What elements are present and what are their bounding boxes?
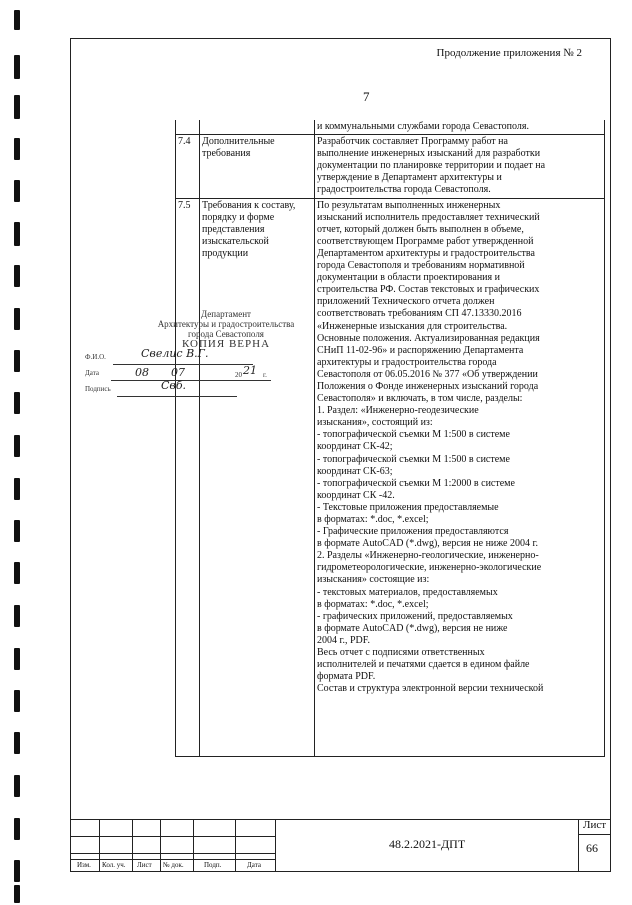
title-block: [71, 819, 610, 871]
col-label-doc-num: № док.: [163, 861, 184, 869]
text-line: Основные положения. Актуализированная редакция: [317, 332, 540, 344]
text-line: По результатам выполненных инженерных: [317, 199, 501, 211]
sheet-label: Лист: [583, 819, 607, 831]
signature-label: Подпись: [85, 385, 111, 393]
text-line: формата PDF.: [317, 671, 376, 683]
date-year-prefix: 20: [235, 371, 242, 379]
text-line: изыскания», состоящий из:: [317, 417, 433, 429]
signature-handwritten: Свб.: [161, 379, 187, 392]
text-line: - текстовых материалов, предоставляемых: [317, 586, 498, 598]
row-title: Дополнительные требования: [200, 135, 315, 198]
date-month: 07: [171, 366, 185, 379]
text-line: в формате AutoCAD (*.dwg), версия не ниже 2004 г.: [317, 538, 538, 550]
text-line: выполнение инженерных изысканий для разработки: [317, 148, 541, 160]
text-line: строительства РФ. Состав текстовых и графических: [317, 284, 540, 296]
text-line: в форматах: *.doc, *.excel;: [317, 598, 429, 610]
text-line: исполнителей и печатями сдается в едином файле: [317, 659, 530, 671]
continuation-note: Продолжение приложения № 2: [436, 47, 582, 59]
col-label-sign: Подп.: [204, 861, 222, 869]
text-line: гидрометеорологические, инженерно-экологические: [317, 562, 542, 574]
sheet-number: 66: [586, 841, 598, 855]
date-label: Дата: [85, 369, 99, 377]
table-row: [176, 120, 605, 135]
text-line: в форматах: *.doc, *.excel;: [317, 514, 429, 525]
text-line: градостроительства города Севастополя.: [317, 184, 491, 196]
row-number: 7.4: [176, 135, 200, 198]
text-line: 1. Раздел: «Инженерно-геодезические: [317, 405, 479, 417]
page-number: 7: [363, 89, 370, 104]
row-content: [315, 135, 605, 198]
date-suffix: г.: [263, 371, 267, 379]
stamp-copy-verified: КОПИЯ ВЕРНА: [181, 338, 271, 350]
text-line: - Текстовые приложения предоставляемые: [317, 501, 499, 513]
text-line: приложений Технического отчета должен: [317, 296, 495, 308]
text-line: - топографической съемки М 1:2000 в системе: [317, 477, 515, 489]
text-line: Разработчик составляет Программу работ на: [317, 136, 508, 148]
text-line: Департаментом архитектуры и градостроительства: [317, 247, 535, 259]
text-line: Севастополя» и включать, в том числе, разделы:: [317, 393, 523, 405]
requirements-table: [175, 120, 605, 757]
document-code: 48.2.2021-ДПТ: [389, 837, 466, 851]
certification-stamp: [85, 309, 321, 393]
fio-handwritten: Свелис В.Г.: [141, 347, 209, 360]
page-frame: [70, 38, 611, 872]
date-year: 21: [243, 364, 257, 377]
text-line: изыскания» состоящие из:: [317, 574, 430, 586]
row-content: [315, 198, 605, 756]
text-line: 2. Разделы «Инженерно-геологические, инженерно-: [317, 550, 539, 562]
text-line: соответствовать требованиям СП 47.13330.2016: [317, 308, 522, 320]
continued-text: и коммунальными службами города Севастополя.: [315, 120, 605, 135]
stamp-line: Архитектуры и градостроительства: [157, 319, 295, 329]
text-line: Севастополя от 06.05.2016 № 377 «Об утверждении: [317, 368, 538, 380]
date-day: 08: [135, 366, 149, 379]
text-line: - топографической съемки М 1:500 в системе: [317, 453, 510, 465]
text-line: координат СК-63;: [317, 465, 393, 477]
text-line: документации в области проектирования и: [317, 272, 500, 284]
fio-label: Ф.И.О.: [85, 353, 106, 361]
stamp-line: города Севастополя: [188, 329, 264, 339]
text-line: Весь отчет с подписями ответственных: [317, 647, 485, 659]
text-line: отчет, который должен быть выполнен в объеме,: [317, 223, 524, 235]
table-row: [176, 135, 605, 198]
text-line: изысканий исполнитель предоставляет технический: [317, 211, 540, 223]
text-line: города Севастополя и требованиям нормативной: [317, 260, 525, 272]
text-line: «Инженерные изыскания для строительства.: [317, 320, 508, 332]
row-number: 7.5: [176, 198, 200, 756]
table-row: [176, 198, 605, 756]
text-line: соответствующем Программе работ утвержденной: [317, 235, 534, 247]
col-label-date: Дата: [247, 861, 261, 869]
text-line: координат СК-42;: [317, 441, 393, 453]
stamp-line: Департамент: [201, 309, 251, 319]
row-title: Требования к составу, порядку и форме представления изыскательской продукции: [200, 198, 315, 756]
text-line: утверждение в Департамент архитектуры и: [317, 172, 502, 184]
text-line: СНиП 11-02-96» и распоряжению Департамента: [317, 344, 524, 356]
col-label-kol-uch: Кол. уч.: [102, 861, 126, 869]
text-line: Положения о Фонде инженерных изысканий города: [317, 380, 539, 392]
text-line: в формате AutoCAD (*.dwg), версия не ниже: [317, 622, 508, 634]
text-line: Состав и структура электронной версии технической: [317, 683, 544, 695]
text-line: архитектуры и градостроительства города: [317, 356, 497, 368]
text-line: координат СК -42.: [317, 489, 395, 501]
col-label-list: Лист: [137, 861, 152, 869]
text-line: 2004 г., PDF.: [317, 634, 371, 646]
col-label-izm: Изм.: [77, 861, 91, 869]
text-line: - Графические приложения предоставляются: [317, 526, 509, 538]
text-line: документации по планировке территории и подает на: [317, 160, 546, 172]
text-line: - графических приложений, предоставляемых: [317, 610, 513, 622]
text-line: - топографической съемки М 1:500 в системе: [317, 429, 510, 441]
